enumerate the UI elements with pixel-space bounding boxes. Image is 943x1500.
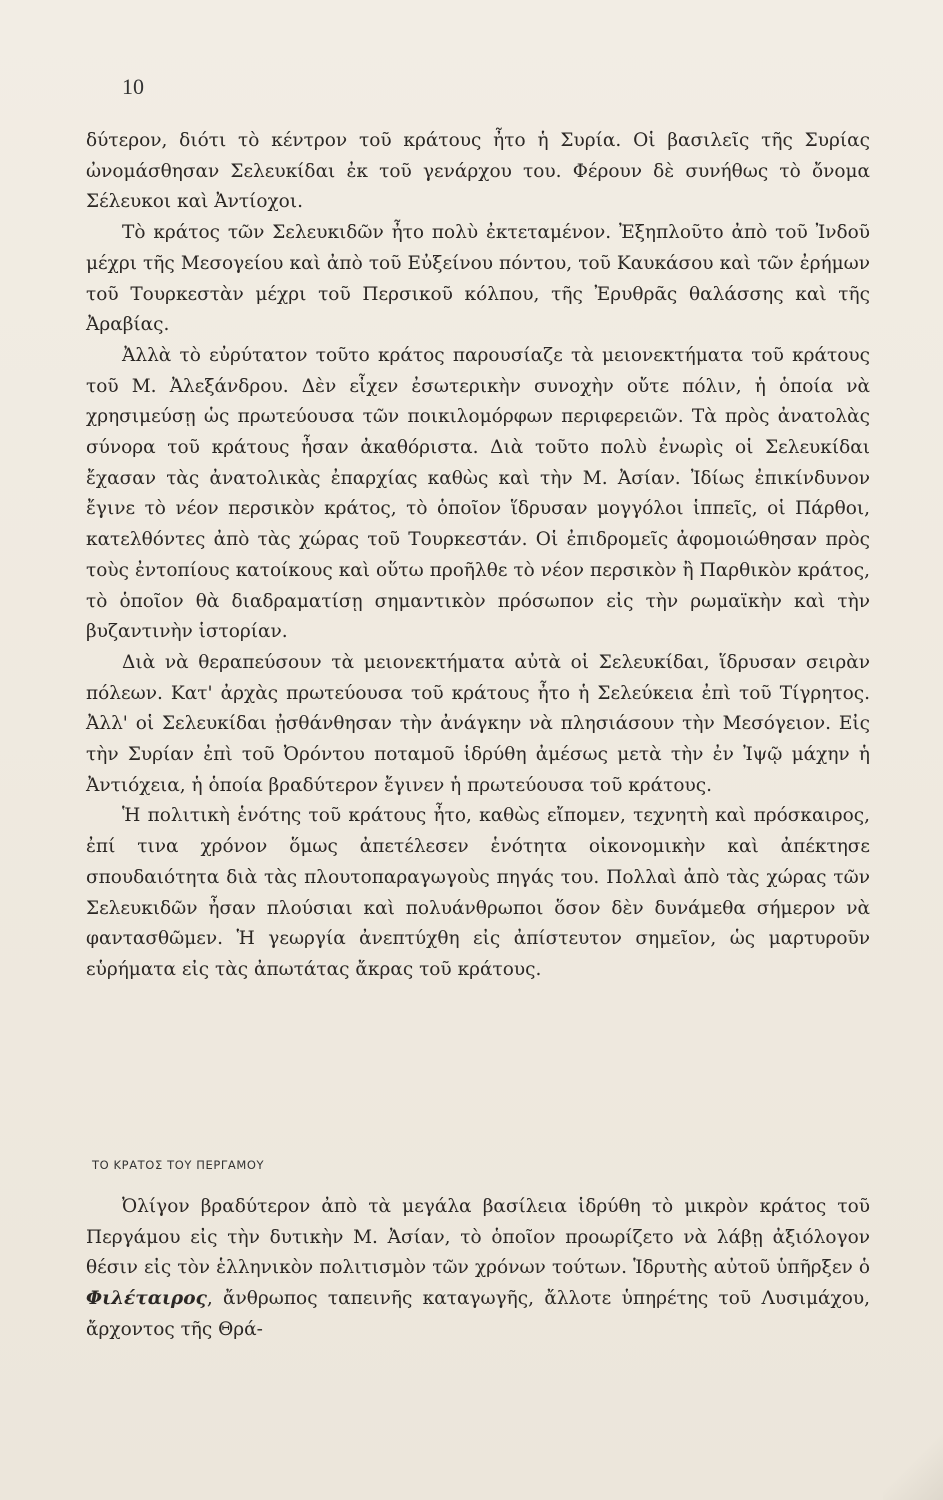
section-text — [86, 1192, 870, 1346]
paragraph-3: Ἀλλὰ τὸ εὐρύτατον τοῦτο κράτος παρουσίαζε τὰ μειονεκτήματα τοῦ κράτους τοῦ Μ. Ἀλεξάνδρου. Δὲν εἶχεν ἐσωτερικὴν συνοχὴν οὔτε πόλιν, ἡ ὁποία νὰ χρησιμεύσῃ ὡς πρωτεύουσα τῶν ποικιλομόρφων περιφερειῶν. Τὰ πρὸς ἀνατολὰς σύνορα τοῦ κράτους ἦσαν ἀκαθόριστα. Διὰ τοῦτο πολὺ ἐνωρὶς οἱ Σελευκίδαι ἔχασαν τὰς ἀνατολικὰς ἐπαρχίας καθὼς καὶ τὴν Μ. Ἀσίαν. Ἰδίως ἐπικίνδυνον ἔγινε τὸ νέον περσικὸν κράτος, τὸ ὁποῖον ἵδρυσαν μογγόλοι ἱππεῖς, οἱ Πάρθοι, κατελθόντες ἀπὸ τὰς χώρας τοῦ Τουρκεστάν. Οἱ ἐπιδρομεῖς ἀφομοιώθησαν πρὸς τοὺς ἐντοπίους κατοίκους καὶ οὕτω προῆλθε τὸ νέον περσικὸν ἢ Παρθικὸν κράτος, τὸ ὁποῖον θὰ διαδραματίσῃ σημαντικὸν πρόσωπον εἰς τὴν ρωμαϊκὴν καὶ τὴν βυζαντινὴν ἱστορίαν. — [86, 344, 870, 643]
section-text-after-name: , ἄνθρωπος ταπεινῆς καταγωγῆς, ἄλλοτε ὑπηρέτης τοῦ Λυσιμάχου, ἄρχοντος τῆς Θρά- — [86, 1288, 870, 1340]
page-corner-shadow — [883, 1420, 943, 1500]
paragraph-2: Τὸ κράτος τῶν Σελευκιδῶν ἦτο πολὺ ἐκτεταμένον. Ἐξηπλοῦτο ἀπὸ τοῦ Ἰνδοῦ μέχρι τῆς Μεσογείου καὶ ἀπὸ τοῦ Εὐξείνου πόντου, τοῦ Καυκάσου καὶ τῶν ἐρήμων τοῦ Τουρκεστὰν μέχρι τοῦ Περσικοῦ κόλπου, τῆς Ἐρυθρᾶς θαλάσσης καὶ τῆς Ἀραβίας. — [86, 222, 870, 336]
paragraph-4: Διὰ νὰ θεραπεύσουν τὰ μειονεκτήματα αὐτὰ οἱ Σελευκίδαι, ἵδρυσαν σειρὰν πόλεων. Κατ' ἀρχὰς πρωτεύουσα τοῦ κράτους ἦτο ἡ Σελεύκεια ἐπὶ τοῦ Τίγρητος. Ἀλλ' οἱ Σελευκίδαι ᾐσθάνθησαν τὴν ἀνάγκην νὰ πλησιάσουν τὴν Μεσόγειον. Εἰς τὴν Συρίαν ἐπὶ τοῦ Ὀρόντου ποταμοῦ ἱδρύθη ἀμέσως μετὰ τὴν ἐν Ἰψῷ μάχην ἡ Ἀντιόχεια, ἡ ὁποία βραδύτερον ἔγινεν ἡ πρωτεύουσα τοῦ κράτους. — [86, 651, 870, 796]
founder-name: Φιλέταιρος — [86, 1288, 207, 1310]
page-number: 10 — [122, 74, 144, 99]
paragraph-5: Ἡ πολιτικὴ ἑνότης τοῦ κράτους ἦτο, καθὼς εἴπομεν, τεχνητὴ καὶ πρόσκαιρος, ἐπί τινα χρόνον ὅμως ἀπετέλεσεν ἑνότητα οἰκονομικὴν καὶ ἀπέκτησε σπουδαιότητα διὰ τὰς πλουτοπαραγωγοὺς πηγάς του. Πολλαὶ ἀπὸ τὰς χώρας τῶν Σελευκιδῶν ἦσαν πλούσιαι καὶ πολυάνθρωποι ὅσον δὲν δυνάμεθα σήμερον νὰ φαντασθῶμεν. Ἡ γεωργία ἀνεπτύχθη εἰς ἀπίστευτον σημεῖον, ὡς μαρτυροῦν εὑρήματα εἰς τὰς ἀπωτάτας ἄκρας τοῦ κράτους. — [86, 805, 870, 980]
main-text — [86, 126, 870, 986]
section-text-before-name: Ὀλίγον βραδύτερον ἀπὸ τὰ μεγάλα βασίλεια ἱδρύθη τὸ μικρὸν κράτος τοῦ Περγάμου εἰς τὴν δυτικὴν Μ. Ἀσίαν, τὸ ὁποῖον προωρίζετο νὰ λάβῃ ἀξιόλογον θέσιν εἰς τὸν ἑλληνικὸν πολιτισμὸν τῶν χρόνων τούτων. Ἱδρυτὴς αὐτοῦ ὑπῆρξεν ὁ — [86, 1196, 870, 1279]
section-heading: ΤΟ ΚΡΑΤΟΣ ΤΟΥ ΠΕΡΓΑΜΟΥ — [92, 1158, 265, 1172]
paragraph-1: δύτερον, διότι τὸ κέντρον τοῦ κράτους ἦτο ἡ Συρία. Οἱ βασιλεῖς τῆς Συρίας ὠνομάσθησαν Σελευκίδαι ἐκ τοῦ γενάρχου του. Φέρουν δὲ συνήθως τὸ ὄνομα Σέλευκοι καὶ Ἀντίοχοι. — [86, 130, 870, 213]
section-paragraph — [86, 1192, 870, 1346]
